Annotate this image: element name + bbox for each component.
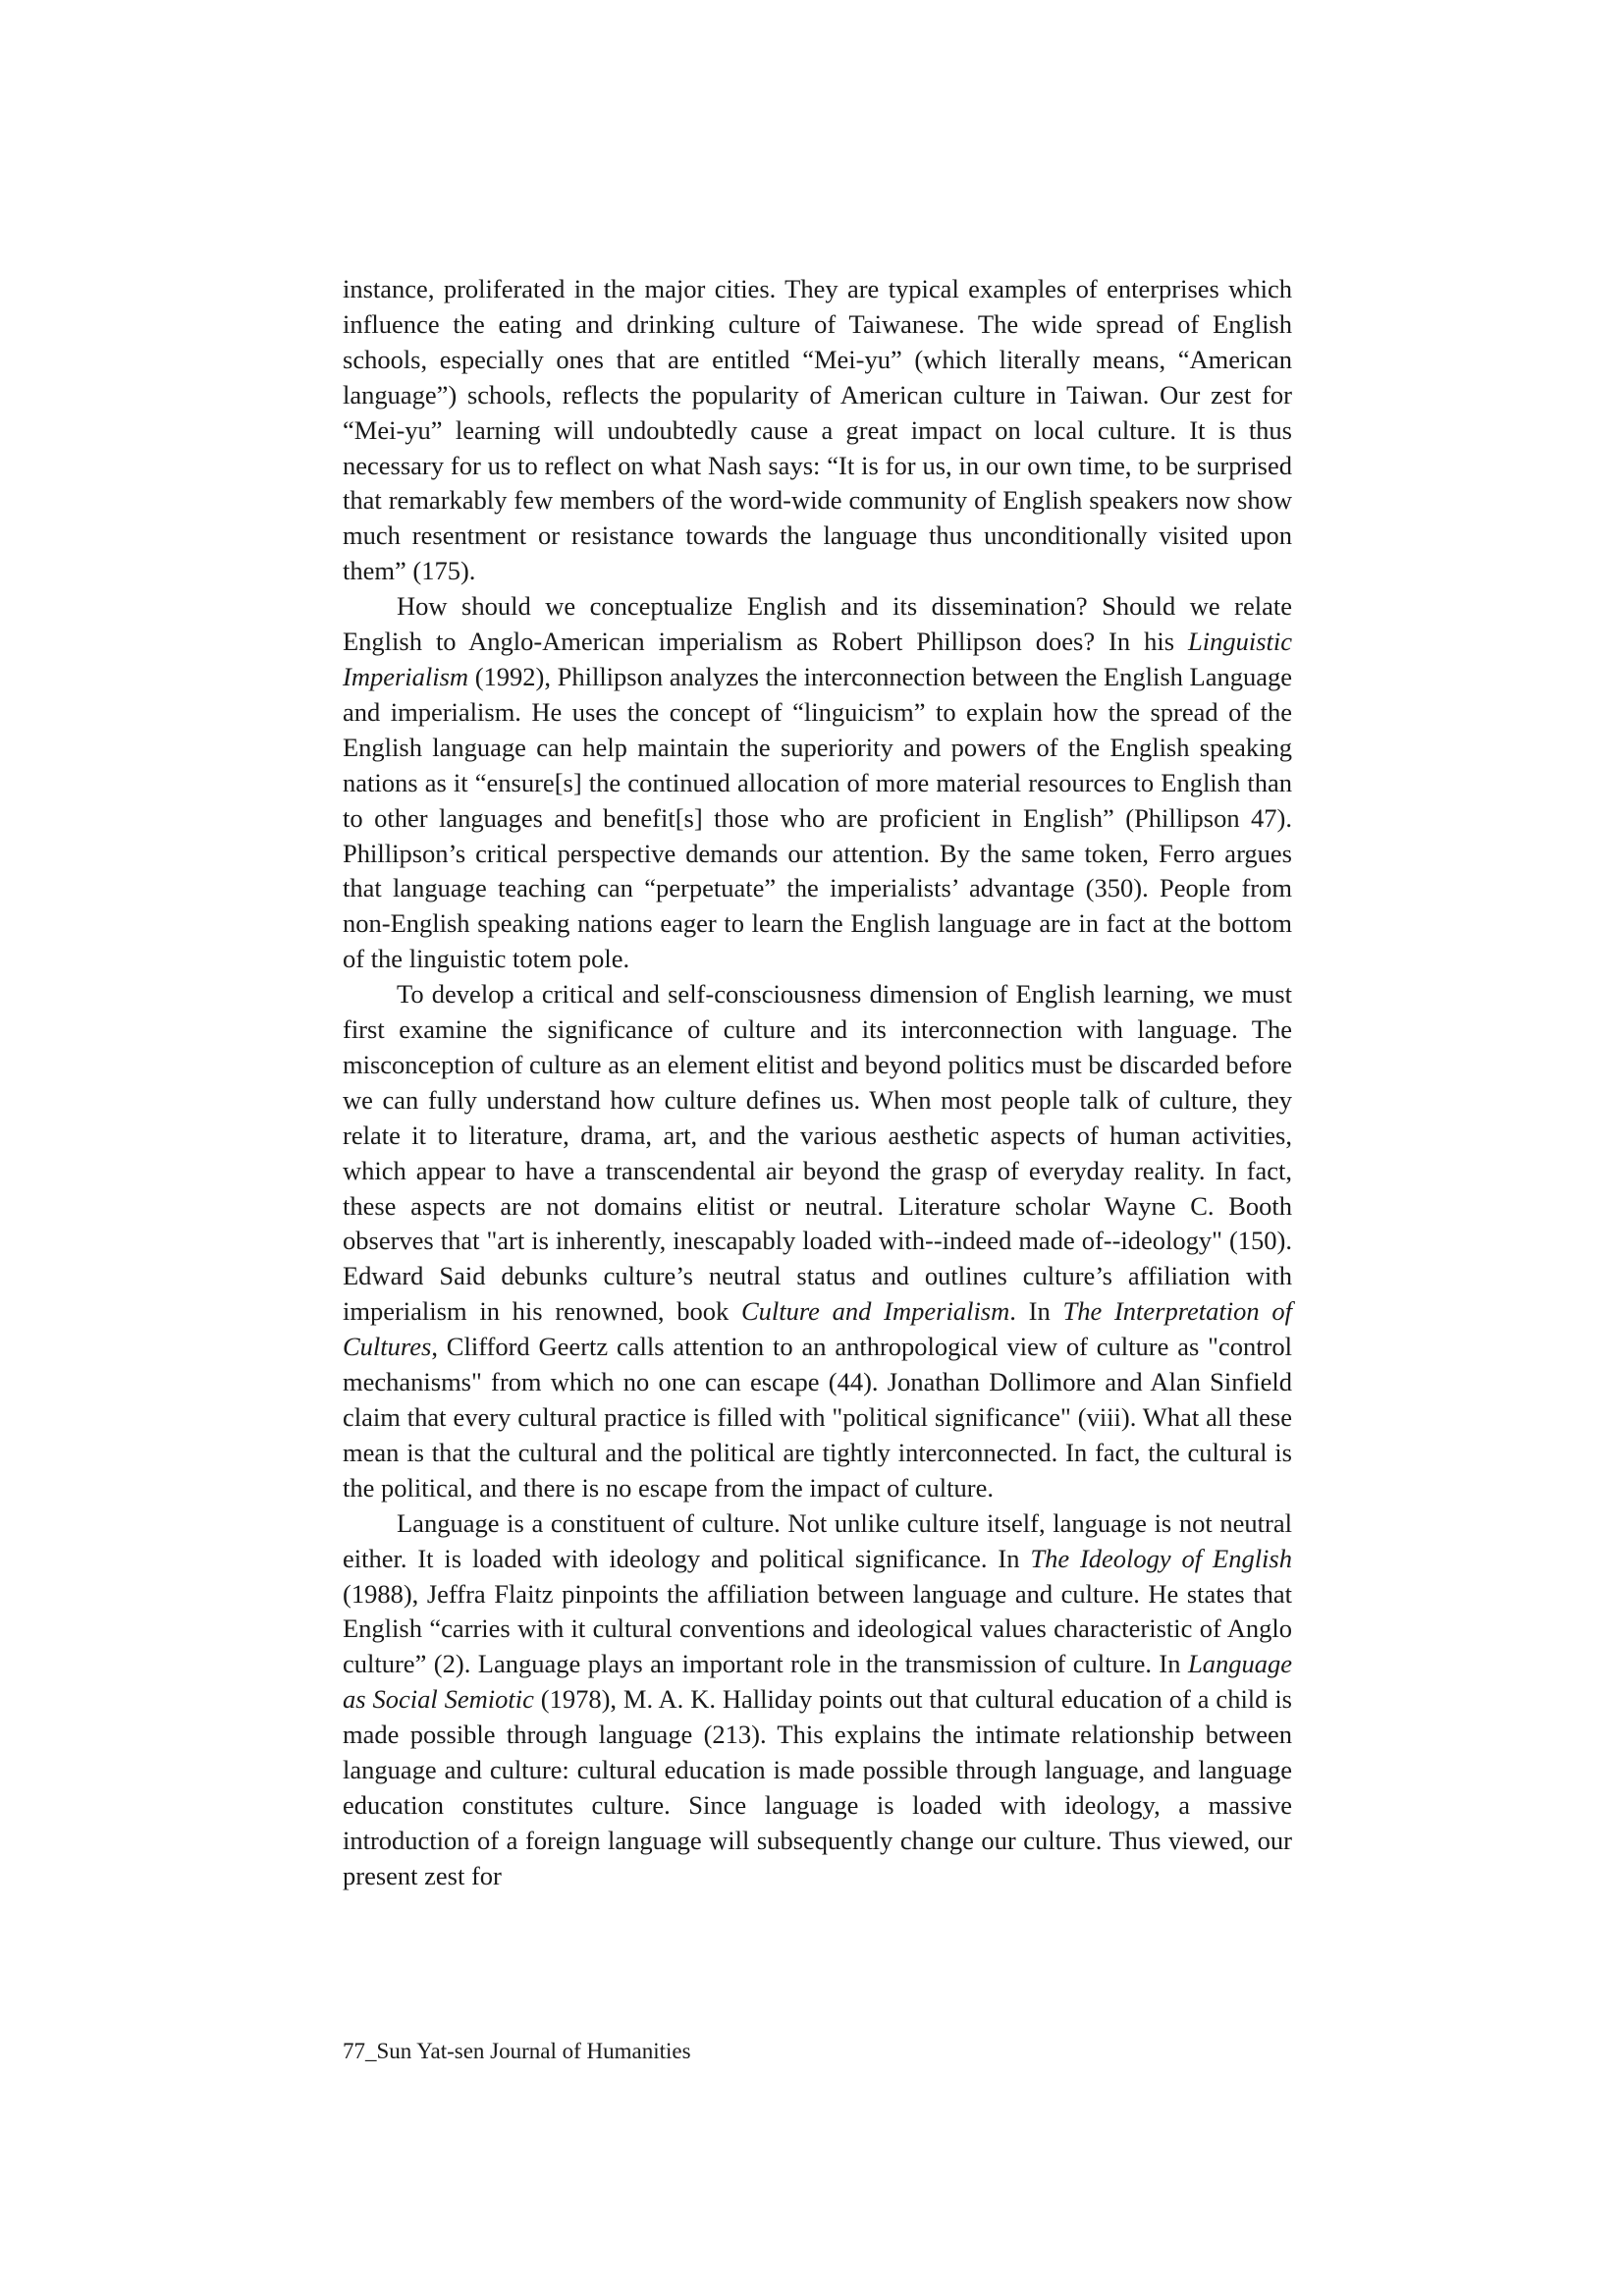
paragraph-4-text-a: Language is a constituent of culture. Not unlike culture itself, language is not neutral either. It is loaded with ideology and political significance. In [343, 1507, 1292, 1573]
paragraph-4-text-c: (1978), M. A. K. Halliday points out that cultural education of a child is made possible through language (213). This explains the intimate relationship between language and culture: cultural education is made possible through language, and language education constitutes culture. Since language is loaded with ideology, a massive introduction of a foreign language will subsequently change our culture. Thus viewed, our present zest for [343, 1684, 1292, 1890]
paragraph-2-text-b: (1992), Phillipson analyzes the interconnection between the English Language and imperialism. He uses the concept of “linguicism” to explain how the spread of the English language can help maintain the superiority and powers of the English speaking nations as it “ensure[s] the continued allocation of more material resources to English than to other languages and benefit[s] those who are proficient in English” (Phillipson 47). Phillipson’s critical perspective demands our attention. By the same token, Ferro argues that language teaching can “perpetuate” the imperialists’ advantage (350). People from non-English speaking nations eager to learn the English language are in fact at the bottom of the linguistic totem pole. [343, 661, 1293, 974]
paragraph-3-text-b: . In [1009, 1296, 1063, 1327]
paragraph-3 [343, 977, 1292, 1506]
body-text [343, 272, 1292, 1894]
book-title-linguistic-imperialism: Linguistic Imperialism [343, 627, 1292, 691]
paragraph-2-text-a: How should we conceptualize English and its dissemination? Should we relate English to Anglo-American imperialism as Robert Phillipson does? In his [343, 591, 1292, 657]
book-title-interpretation-of-cultures: The Interpretation of Cultures [343, 1296, 1292, 1362]
paragraph-4 [343, 1506, 1292, 1894]
book-title-language-as-social-semiotic: Language as Social Semiotic [343, 1649, 1292, 1715]
paragraph-1-text: instance, proliferated in the major cities. They are typical examples of enterprises which influence the eating and drinking culture of Taiwanese. The wide spread of English schools, especially ones that are entitled “Mei-yu” (which literally means, “American language”) schools, reflects the popularity of American culture in Taiwan. Our zest for “Mei-yu” learning will undoubtedly cause a great impact on local culture. It is thus necessary for us to reflect on what Nash says: “It is for us, in our own time, to be surprised that remarkably few members of the word-wide community of English speakers now show much resentment or resistance towards the language thus unconditionally visited upon them” (175). [343, 274, 1292, 586]
running-footer: 77_Sun Yat-sen Journal of Humanities [343, 2039, 691, 2063]
paragraph-1 [343, 272, 1292, 589]
paragraph-2 [343, 589, 1292, 977]
book-title-ideology-of-english: The Ideology of English [1030, 1543, 1292, 1573]
paragraph-3-text-a: To develop a critical and self-consciousness dimension of English learning, we must first examine the significance of culture and its interconnection with language. The misconception of culture as an element elitist and beyond politics must be discarded before we can fully understand how culture defines us. When most people talk of culture, they relate it to literature, drama, art, and the various aesthetic aspects of human activities, which appear to have a transcendental air beyond the grasp of everyday reality. In fact, these aspects are not domains elitist or neutral. Literature scholar Wayne C. Booth observes that "art is inherently, inescapably loaded with--indeed made of--ideology" (150). Edward Said debunks culture’s neutral status and outlines culture’s affiliation with imperialism in his renowned, book [343, 979, 1292, 1327]
book-title-culture-and-imperialism: Culture and Imperialism [740, 1296, 1010, 1327]
paragraph-3-text-c: , Clifford Geertz calls attention to an anthropological view of culture as "control mechanisms" from which no one can escape (44). Jonathan Dollimore and Alan Sinfield claim that every cultural practice is filled with "political significance" (viii). What all these mean is that the cultural and the political are tightly interconnected. In fact, the cultural is the political, and there is no escape from the impact of culture. [343, 1332, 1292, 1503]
paragraph-4-text-b: (1988), Jeffra Flaitz pinpoints the affiliation between language and culture. He states that English “carries with it cultural conventions and ideological values characteristic of Anglo culture” (2). Language plays an important role in the transmission of culture. In [343, 1578, 1292, 1679]
